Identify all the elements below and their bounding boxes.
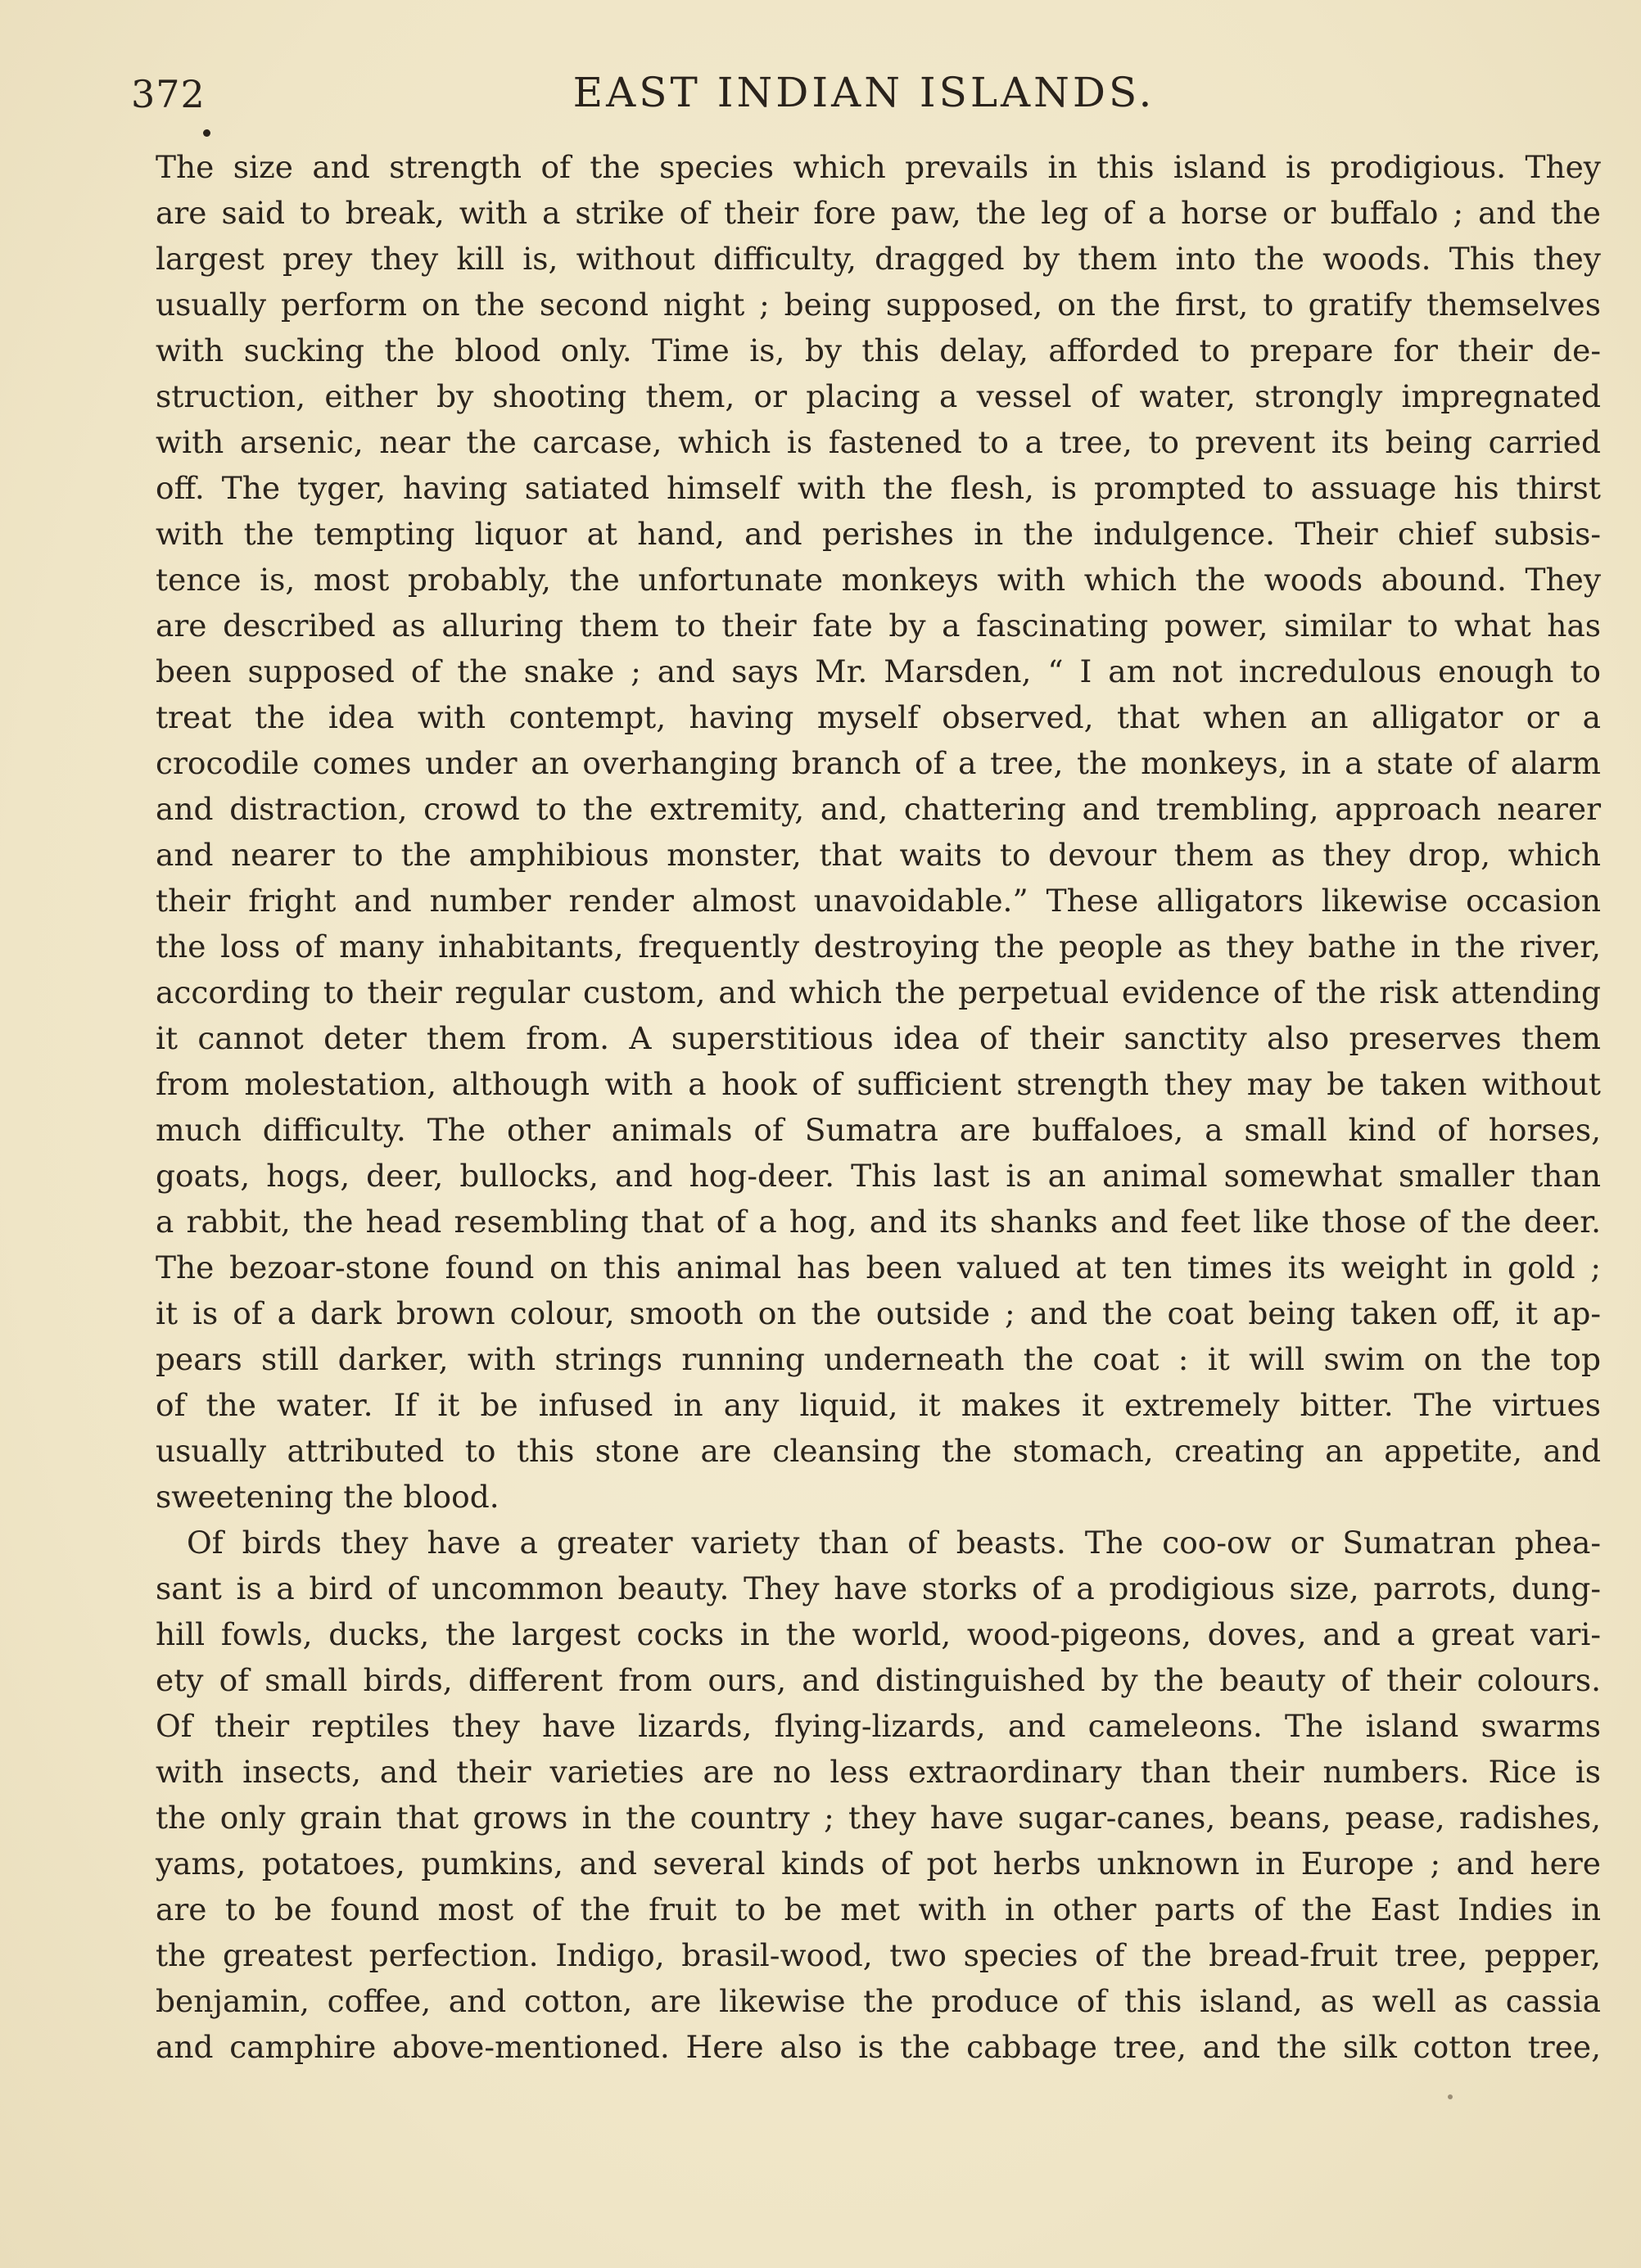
text-line: according to their regular custom, and which the perpetual evidence of the risk attending — [156, 974, 1601, 1010]
text-line: and distraction, crowd to the extremity, and, chattering and trembling, approach nearer — [156, 791, 1601, 827]
text-line: Of their reptiles they have lizards, flying-lizards, and cameleons. The island swarms — [156, 1708, 1601, 1744]
text-line: benjamin, coffee, and cotton, are likewise the produce of this island, as well as cassia — [156, 1983, 1601, 2019]
paragraph-1 — [156, 144, 1601, 1520]
ink-mark — [203, 129, 210, 137]
text-line: much difficulty. The other animals of Sumatra are buffaloes, a small kind of horses, — [156, 1112, 1601, 1148]
text-line: off. The tyger, having satiated himself with the flesh, is prompted to assuage his thirst — [156, 470, 1601, 506]
page-number: 372 — [131, 72, 206, 116]
text-line: with arsenic, near the carcase, which is fastened to a tree, to prevent its being carried — [156, 424, 1601, 460]
text-line: hill fowls, ducks, the largest cocks in the world, wood-pigeons, doves, and a great vari- — [156, 1616, 1601, 1652]
text-line: are said to break, with a strike of their fore paw, the leg of a horse or buffalo ; and the — [156, 195, 1601, 231]
text-line: from molestation, although with a hook of sufficient strength they may be taken without — [156, 1066, 1601, 1102]
text-line: the only grain that grows in the country ; they have sugar-canes, beans, pease, radishes, — [156, 1800, 1601, 1836]
text-line: and camphire above-mentioned. Here also is the cabbage tree, and the silk cotton tree, — [156, 2029, 1601, 2065]
text-line: sant is a bird of uncommon beauty. They have storks of a prodigious size, parrots, dung- — [156, 1570, 1601, 1606]
text-line: ety of small birds, different from ours, and distinguished by the beauty of their colours. — [156, 1662, 1601, 1698]
paragraph-2 — [156, 1520, 1601, 2070]
text-line: been supposed of the snake ; and says Mr. Marsden, “ I am not incredulous enough to — [156, 653, 1601, 689]
text-line: Of birds they have a greater variety than of beasts. The coo-ow or Sumatran phea- — [187, 1525, 1601, 1561]
text-line: the greatest perfection. Indigo, brasil-wood, two species of the bread-fruit tree, pepper, — [156, 1937, 1601, 1973]
text-line: their fright and number render almost unavoidable.” These alligators likewise occasion — [156, 883, 1601, 919]
text-line: pears still darker, with strings running underneath the coat : it will swim on the top — [156, 1341, 1601, 1377]
text-line: sweetening the blood. — [156, 1479, 500, 1515]
text-line: it is of a dark brown colour, smooth on the outside ; and the coat being taken off, it ap- — [156, 1295, 1601, 1331]
text-line: are described as alluring them to their fate by a fascinating power, similar to what has — [156, 608, 1601, 644]
text-line: of the water. If it be infused in any liquid, it makes it extremely bitter. The virtues — [156, 1387, 1601, 1423]
text-line: tence is, most probably, the unfortunate monkeys with which the woods abound. They — [156, 562, 1601, 598]
page-header — [131, 57, 1597, 131]
text-line: are to be found most of the fruit to be met with in other parts of the East Indies in — [156, 1891, 1601, 1927]
text-line: the loss of many inhabitants, frequently destroying the people as they bathe in the river, — [156, 928, 1601, 965]
running-title: EAST INDIAN ISLANDS. — [572, 69, 1155, 116]
text-line: usually attributed to this stone are cleansing the stomach, creating an appetite, and — [156, 1433, 1601, 1469]
text-line: with the tempting liquor at hand, and perishes in the indulgence. Their chief subsis- — [156, 516, 1601, 552]
text-line: largest prey they kill is, without difficulty, dragged by them into the woods. This they — [156, 241, 1601, 277]
ink-speck — [1448, 2094, 1453, 2099]
text-line: it cannot deter them from. A superstitious idea of their sanctity also preserves them — [156, 1020, 1601, 1056]
text-line: a rabbit, the head resembling that of a hog, and its shanks and feet like those of the deer. — [156, 1204, 1601, 1240]
text-line: The bezoar-stone found on this animal has been valued at ten times its weight in gold ; — [156, 1249, 1601, 1285]
text-line: crocodile comes under an overhanging branch of a tree, the monkeys, in a state of alarm — [156, 745, 1601, 781]
text-line: The size and strength of the species which prevails in this island is prodigious. They — [156, 149, 1601, 185]
text-line: with insects, and their varieties are no less extraordinary than their numbers. Rice is — [156, 1754, 1601, 1790]
text-line: with sucking the blood only. Time is, by this delay, afforded to prepare for their de- — [156, 332, 1601, 368]
text-line: and nearer to the amphibious monster, that waits to devour them as they drop, which — [156, 837, 1601, 873]
text-line: goats, hogs, deer, bullocks, and hog-deer. This last is an animal somewhat smaller than — [156, 1158, 1601, 1194]
text-line: treat the idea with contempt, having myself observed, that when an alligator or a — [156, 699, 1601, 735]
text-line: struction, either by shooting them, or placing a vessel of water, strongly impregnated — [156, 378, 1601, 414]
text-line: usually perform on the second night ; being supposed, on the first, to gratify themselves — [156, 287, 1601, 323]
body-text — [156, 144, 1601, 2070]
text-line: yams, potatoes, pumkins, and several kinds of pot herbs unknown in Europe ; and here — [156, 1846, 1601, 1882]
